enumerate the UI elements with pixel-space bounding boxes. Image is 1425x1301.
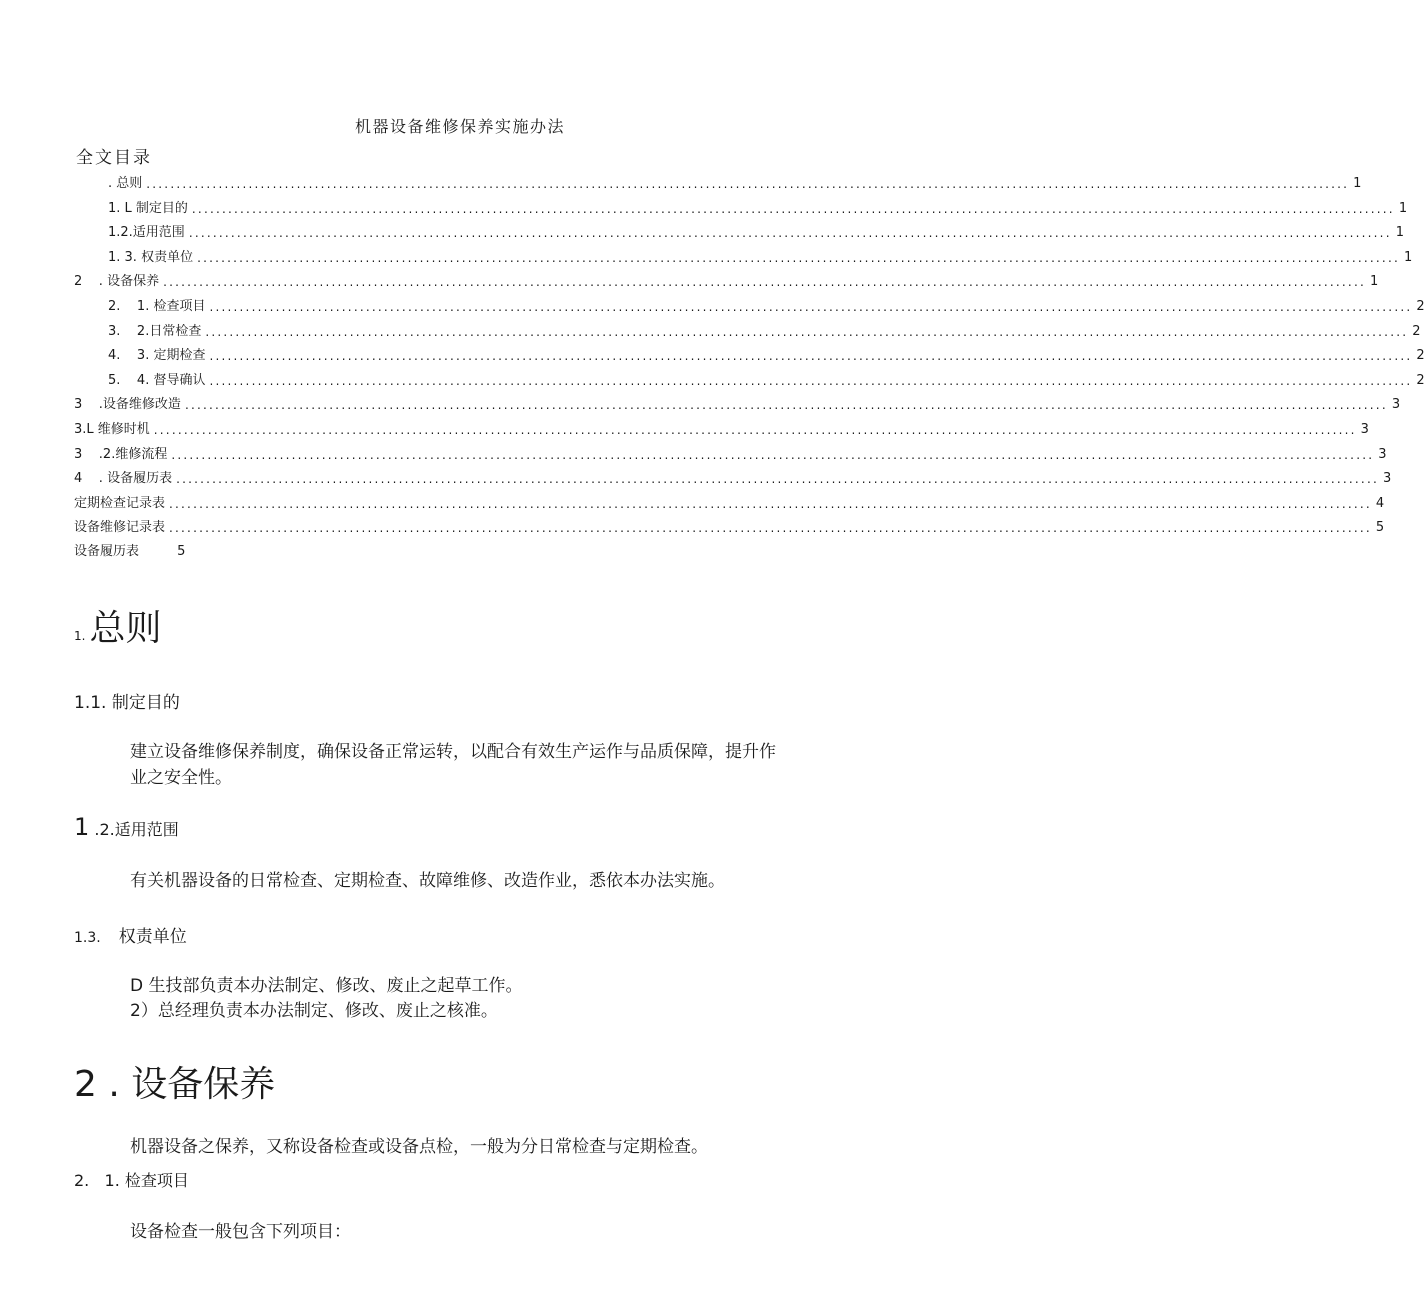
paragraph-scope: 有关机器设备的日常检查、定期检查、故障维修、改造作业，悉依本办法实施。 [130, 871, 725, 891]
toc-entry[interactable] [74, 267, 1379, 290]
toc-leader-dots: ........................................................................................................................................................................................................ [163, 275, 1366, 290]
toc-entry-page: 3 [1382, 471, 1392, 487]
toc-leader-dots: ........................................................................................................................................................................................................ [171, 447, 1375, 462]
toc-entry-label: 3 .2.维修流程 [74, 446, 168, 462]
page-title: 机器设备维修保养实施办法 [354, 117, 565, 136]
paragraph-purpose-line1: 建立设备维修保养制度，确保设备正常运转，以配合有效生产运作与品质保障，提升作 [130, 742, 776, 762]
paragraph-maintenance: 机器设备之保养，又称设备检查或设备点检，一般为分日常检查与定期检查。 [130, 1137, 708, 1157]
toc-leader-dots: ........................................................................................................................................................................................................ [188, 226, 1392, 241]
toc-entry-page: 5 [177, 544, 186, 559]
toc-leader-dots: ........................................................................................................................................................................................................ [191, 201, 1395, 216]
toc-entry-page: 5 [1375, 520, 1385, 536]
toc-entry-label: 3.L 维修时机 [74, 422, 150, 437]
toc-leader-dots: ........................................................................................................................................................................................................ [205, 324, 1409, 339]
section-heading-maintenance: 2 . 设备保养 [74, 1064, 276, 1105]
toc-entry-page: 3 [1378, 446, 1387, 462]
toc-entry-page: 3 [1391, 397, 1401, 413]
toc-entry[interactable] [108, 366, 1425, 388]
toc-entry-page: 1 [1353, 176, 1362, 191]
toc-entry[interactable] [108, 292, 1425, 314]
toc-entry-label: 2. 1. 检查项目 [108, 299, 206, 314]
toc-entry-page: 2 [1416, 299, 1425, 314]
toc-entry-page: 1 [1395, 225, 1404, 241]
toc-entry-label: 定期检查记录表 [74, 495, 166, 511]
toc-leader-dots: ........................................................................................................................................................................................................ [169, 521, 1372, 536]
toc-entry-label: 1. L 制定目的 [108, 200, 188, 216]
list-item: 2）总经理负责本办法制定、修改、废止之核准。 [130, 1001, 498, 1021]
toc-leader-dots: ........................................................................................................................................................................................................ [184, 398, 1388, 413]
toc-entry-page: 4 [1375, 495, 1385, 511]
toc-entry[interactable] [74, 440, 1387, 462]
toc-entry[interactable] [74, 489, 1385, 511]
toc-entry[interactable] [108, 194, 1408, 216]
toc-entry-page: 3 [1360, 422, 1369, 437]
toc-entry[interactable] [108, 218, 1404, 241]
toc-entry[interactable] [108, 243, 1413, 265]
subheading-scope [74, 813, 179, 841]
toc-entry-page: 1 [1403, 249, 1413, 265]
toc-entry-label: 5. 4. 督导确认 [108, 372, 206, 388]
toc-leader-dots: ........................................................................................................................................................................................................ [209, 373, 1413, 388]
subheading-responsibility [74, 922, 187, 947]
toc-leader-dots: ........................................................................................................................................................................................................ [153, 423, 1357, 437]
toc-entry[interactable] [74, 390, 1401, 413]
toc-leader-dots: ........................................................................................................................................................................................................ [146, 177, 1350, 191]
paragraph-check-items: 设备检查一般包含下列项目： [130, 1222, 351, 1242]
toc-entry-label: 1. 3. 权责单位 [108, 249, 194, 265]
toc-entry[interactable] [108, 341, 1425, 364]
toc-entry-page: 1 [1398, 200, 1408, 216]
subheading-number: 1 [74, 813, 90, 841]
toc-leader-dots: ........................................................................................................................................................................................................ [169, 496, 1372, 511]
section-number: 1. [74, 629, 86, 643]
toc-entry-label: 3 .设备维修改造 [74, 397, 181, 413]
toc-entry[interactable] [108, 317, 1421, 339]
toc-entry-label: 2 . 设备保养 [74, 274, 160, 290]
toc-entry[interactable] [108, 169, 1362, 191]
toc-entry-label: 4 . 设备履历表 [74, 471, 173, 487]
toc-entry-label: 设备履历表 [74, 544, 140, 559]
section-title: 总则 [89, 608, 162, 649]
toc-entry[interactable] [74, 464, 1392, 487]
subheading-number: 1.3. [74, 930, 101, 946]
toc-entry-label: 设备维修记录表 [74, 520, 166, 536]
toc-entry-label: 1.2.适用范围 [108, 225, 185, 241]
toc-leader-dots: ........................................................................................................................................................................................................ [209, 300, 1413, 314]
toc-entry-page: 1 [1369, 274, 1379, 290]
toc-entry-label: 4. 3. 定期检查 [108, 348, 206, 364]
subheading-label: .2.适用范围 [89, 820, 179, 839]
toc-entry[interactable] [74, 415, 1369, 437]
toc-entry-page: 2 [1412, 323, 1421, 339]
subheading-label: 权责单位 [118, 927, 187, 947]
paragraph-purpose-line2: 业之安全性。 [130, 768, 232, 788]
toc-last-entry [74, 540, 185, 559]
toc-leader-dots: ........................................................................................................................................................................................................ [209, 349, 1413, 364]
toc-leader-dots: ........................................................................................................................................................................................................ [197, 250, 1400, 265]
toc-heading: 全文目录 [76, 148, 152, 168]
toc-entry-label: . 总则 [108, 176, 143, 191]
toc-entry-page: 2 [1416, 348, 1425, 364]
section-heading-general [74, 600, 161, 651]
toc-entry-page: 2 [1416, 372, 1425, 388]
toc-entry[interactable] [74, 513, 1385, 536]
toc-leader-dots: ........................................................................................................................................................................................................ [176, 472, 1379, 487]
toc-entry-label: 3. 2.日常检查 [108, 323, 202, 339]
subheading-check-items: 2. 1. 检查项目 [74, 1171, 189, 1190]
subheading-purpose: 1.1. 制定目的 [74, 693, 180, 713]
list-item: D 生技部负责本办法制定、修改、废止之起草工作。 [130, 976, 523, 996]
